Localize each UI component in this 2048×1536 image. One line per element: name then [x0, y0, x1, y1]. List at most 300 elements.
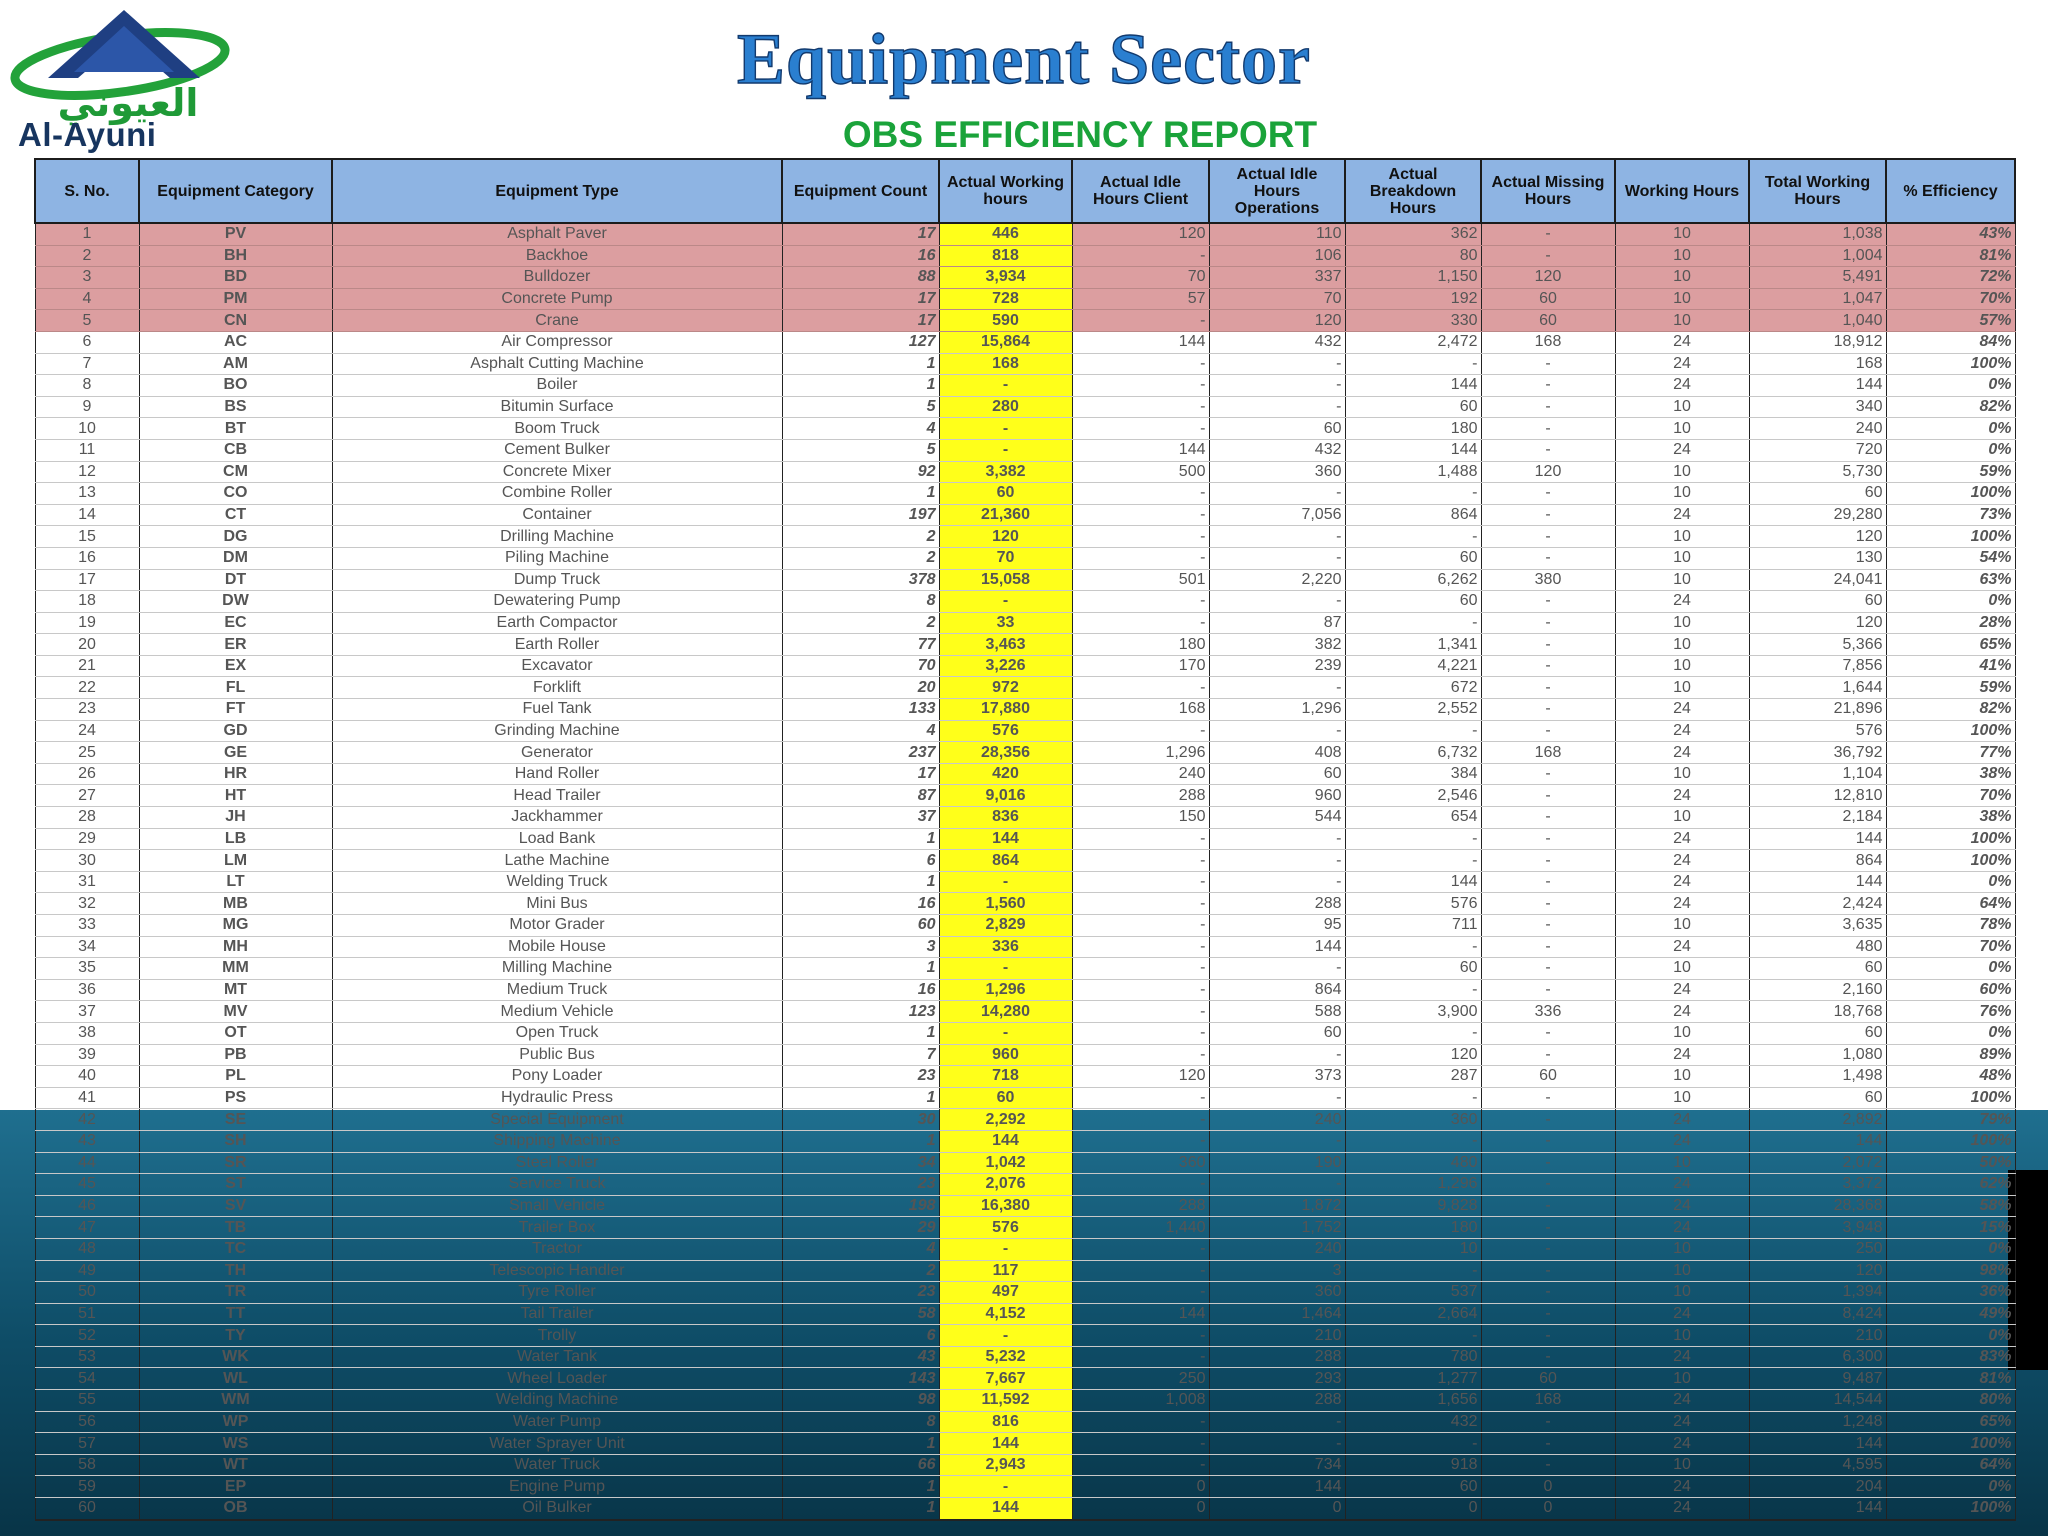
cell-equipment-count: 5	[782, 439, 939, 461]
table-row[interactable]	[35, 1217, 2015, 1239]
cell-equipment-type: Tractor	[332, 1238, 782, 1260]
cell-category-code: LB	[139, 828, 332, 850]
cell-working-hours: 24	[1615, 936, 1749, 958]
cell-breakdown-hours: 2,664	[1345, 1303, 1481, 1325]
cell-idle-hours-operations: 210	[1209, 1325, 1345, 1347]
table-row[interactable]	[35, 1087, 2015, 1109]
cell-actual-working-hours: -	[939, 375, 1072, 397]
table-row[interactable]	[35, 569, 2015, 591]
cell-efficiency: 100%	[1886, 526, 2015, 548]
cell-total-working-hours: 60	[1749, 1022, 1886, 1044]
cell-idle-hours-operations: 7,056	[1209, 504, 1345, 526]
cell-working-hours: 10	[1615, 612, 1749, 634]
cell-idle-hours-operations: -	[1209, 547, 1345, 569]
cell-s-no: 60	[35, 1498, 139, 1520]
cell-missing-hours: -	[1481, 958, 1615, 980]
cell-s-no: 55	[35, 1390, 139, 1412]
cell-total-working-hours: 7,856	[1749, 655, 1886, 677]
cell-breakdown-hours: 537	[1345, 1282, 1481, 1304]
table-row[interactable]	[35, 1130, 2015, 1152]
table-row[interactable]	[35, 1368, 2015, 1390]
cell-working-hours: 10	[1615, 655, 1749, 677]
table-row[interactable]	[35, 1109, 2015, 1131]
cell-efficiency: 63%	[1886, 569, 2015, 591]
cell-category-code: WL	[139, 1368, 332, 1390]
cell-breakdown-hours: -	[1345, 1433, 1481, 1455]
cell-efficiency: 98%	[1886, 1260, 2015, 1282]
table-row[interactable]	[35, 915, 2015, 937]
cell-s-no: 53	[35, 1346, 139, 1368]
cell-idle-hours-client: -	[1072, 915, 1209, 937]
cell-idle-hours-client: 180	[1072, 634, 1209, 656]
table-row[interactable]	[35, 655, 2015, 677]
cell-idle-hours-client: -	[1072, 1087, 1209, 1109]
cell-breakdown-hours: -	[1345, 526, 1481, 548]
cell-working-hours: 24	[1615, 871, 1749, 893]
cell-efficiency: 100%	[1886, 850, 2015, 872]
cell-total-working-hours: 60	[1749, 591, 1886, 613]
cell-s-no: 1	[35, 223, 139, 245]
table-row[interactable]	[35, 1325, 2015, 1347]
cell-total-working-hours: 2,184	[1749, 807, 1886, 829]
table-row[interactable]	[35, 893, 2015, 915]
table-row[interactable]	[35, 979, 2015, 1001]
header-equipment-category[interactable]: Equipment Category	[139, 159, 332, 223]
cell-s-no: 25	[35, 742, 139, 764]
cell-total-working-hours: 1,047	[1749, 288, 1886, 310]
table-row[interactable]	[35, 699, 2015, 721]
cell-equipment-count: 1	[782, 828, 939, 850]
cell-category-code: EC	[139, 612, 332, 634]
cell-working-hours: 10	[1615, 267, 1749, 289]
cell-actual-working-hours: 15,058	[939, 569, 1072, 591]
cell-idle-hours-client: -	[1072, 418, 1209, 440]
table-row[interactable]	[35, 504, 2015, 526]
table-row[interactable]	[35, 1195, 2015, 1217]
table-row[interactable]	[35, 591, 2015, 613]
table-row[interactable]	[35, 461, 2015, 483]
cell-category-code: MH	[139, 936, 332, 958]
table-row[interactable]	[35, 1498, 2015, 1520]
cell-category-code: JH	[139, 807, 332, 829]
cell-working-hours: 10	[1615, 1022, 1749, 1044]
cell-equipment-type: Combine Roller	[332, 483, 782, 505]
cell-equipment-count: 143	[782, 1368, 939, 1390]
cell-working-hours: 10	[1615, 569, 1749, 591]
cell-equipment-type: Bitumin Surface	[332, 396, 782, 418]
cell-category-code: BH	[139, 245, 332, 267]
table-row[interactable]	[35, 720, 2015, 742]
cell-total-working-hours: 168	[1749, 353, 1886, 375]
table-row[interactable]	[35, 1411, 2015, 1433]
cell-total-working-hours: 60	[1749, 1087, 1886, 1109]
cell-s-no: 12	[35, 461, 139, 483]
cell-idle-hours-client: -	[1072, 936, 1209, 958]
cell-s-no: 20	[35, 634, 139, 656]
cell-equipment-count: 237	[782, 742, 939, 764]
table-row[interactable]	[35, 1001, 2015, 1023]
cell-category-code: PV	[139, 223, 332, 245]
cell-actual-working-hours: 2,829	[939, 915, 1072, 937]
cell-missing-hours: 380	[1481, 569, 1615, 591]
cell-efficiency: 65%	[1886, 1411, 2015, 1433]
table-row[interactable]	[35, 1346, 2015, 1368]
cell-category-code: MG	[139, 915, 332, 937]
cell-actual-working-hours: 15,864	[939, 331, 1072, 353]
cell-total-working-hours: 28,368	[1749, 1195, 1886, 1217]
cell-actual-working-hours: 60	[939, 483, 1072, 505]
cell-category-code: BS	[139, 396, 332, 418]
cell-efficiency: 38%	[1886, 807, 2015, 829]
cell-equipment-count: 23	[782, 1282, 939, 1304]
cell-category-code: AC	[139, 331, 332, 353]
cell-equipment-type: Mini Bus	[332, 893, 782, 915]
table-row[interactable]	[35, 1152, 2015, 1174]
cell-idle-hours-operations: 106	[1209, 245, 1345, 267]
table-row[interactable]	[35, 310, 2015, 332]
cell-missing-hours: -	[1481, 763, 1615, 785]
cell-idle-hours-operations: -	[1209, 591, 1345, 613]
cell-equipment-type: Asphalt Paver	[332, 223, 782, 245]
cell-total-working-hours: 120	[1749, 1260, 1886, 1282]
cell-actual-working-hours: 576	[939, 1217, 1072, 1239]
cell-missing-hours: 168	[1481, 742, 1615, 764]
cell-total-working-hours: 9,487	[1749, 1368, 1886, 1390]
cell-s-no: 46	[35, 1195, 139, 1217]
header-equipment-count[interactable]: Equipment Count	[782, 159, 939, 223]
table-row[interactable]	[35, 1066, 2015, 1088]
cell-equipment-type: Air Compressor	[332, 331, 782, 353]
cell-s-no: 7	[35, 353, 139, 375]
cell-actual-working-hours: 144	[939, 1498, 1072, 1520]
table-row[interactable]	[35, 1433, 2015, 1455]
cell-missing-hours: -	[1481, 915, 1615, 937]
cell-idle-hours-client: 150	[1072, 807, 1209, 829]
cell-idle-hours-client: -	[1072, 677, 1209, 699]
cell-actual-working-hours: 3,226	[939, 655, 1072, 677]
cell-breakdown-hours: 180	[1345, 1217, 1481, 1239]
cell-efficiency: 73%	[1886, 504, 2015, 526]
cell-equipment-count: 1	[782, 1022, 939, 1044]
cell-category-code: WK	[139, 1346, 332, 1368]
cell-efficiency: 0%	[1886, 591, 2015, 613]
cell-missing-hours: -	[1481, 1346, 1615, 1368]
table-row[interactable]	[35, 807, 2015, 829]
cell-efficiency: 72%	[1886, 267, 2015, 289]
cell-category-code: LT	[139, 871, 332, 893]
cell-missing-hours: -	[1481, 353, 1615, 375]
cell-equipment-type: Mobile House	[332, 936, 782, 958]
cell-idle-hours-operations: 588	[1209, 1001, 1345, 1023]
cell-idle-hours-operations: 144	[1209, 936, 1345, 958]
table-row[interactable]	[35, 1044, 2015, 1066]
cell-total-working-hours: 21,896	[1749, 699, 1886, 721]
cell-equipment-type: Boiler	[332, 375, 782, 397]
cell-breakdown-hours: -	[1345, 850, 1481, 872]
header-equipment-type[interactable]: Equipment Type	[332, 159, 782, 223]
table-row[interactable]	[35, 288, 2015, 310]
table-row[interactable]	[35, 763, 2015, 785]
cell-idle-hours-operations: 544	[1209, 807, 1345, 829]
cell-category-code: TY	[139, 1325, 332, 1347]
cell-equipment-count: 127	[782, 331, 939, 353]
cell-total-working-hours: 5,366	[1749, 634, 1886, 656]
cell-actual-working-hours: 60	[939, 1087, 1072, 1109]
cell-working-hours: 10	[1615, 1066, 1749, 1088]
cell-category-code: SR	[139, 1152, 332, 1174]
cell-breakdown-hours: 362	[1345, 223, 1481, 245]
cell-actual-working-hours: 7,667	[939, 1368, 1072, 1390]
cell-actual-working-hours: 16,380	[939, 1195, 1072, 1217]
cell-actual-working-hours: 33	[939, 612, 1072, 634]
cell-missing-hours: -	[1481, 655, 1615, 677]
header-efficiency[interactable]: % Efficiency	[1886, 159, 2015, 223]
table-row[interactable]	[35, 353, 2015, 375]
cell-equipment-type: Public Bus	[332, 1044, 782, 1066]
cell-breakdown-hours: 144	[1345, 871, 1481, 893]
cell-equipment-type: Small Vehicle	[332, 1195, 782, 1217]
cell-idle-hours-client: 144	[1072, 1303, 1209, 1325]
cell-total-working-hours: 24,041	[1749, 569, 1886, 591]
header-missing-hours[interactable]: Actual Missing Hours	[1481, 159, 1615, 223]
cell-equipment-type: Water Pump	[332, 1411, 782, 1433]
cell-efficiency: 89%	[1886, 1044, 2015, 1066]
cell-idle-hours-client: -	[1072, 1022, 1209, 1044]
cell-total-working-hours: 2,892	[1749, 1109, 1886, 1131]
table-row[interactable]	[35, 331, 2015, 353]
cell-breakdown-hours: 2,472	[1345, 331, 1481, 353]
cell-idle-hours-client: -	[1072, 1238, 1209, 1260]
table-row[interactable]	[35, 396, 2015, 418]
cell-actual-working-hours: 117	[939, 1260, 1072, 1282]
cell-working-hours: 24	[1615, 331, 1749, 353]
cell-missing-hours: -	[1481, 936, 1615, 958]
cell-idle-hours-client: 170	[1072, 655, 1209, 677]
cell-missing-hours: 120	[1481, 267, 1615, 289]
cell-total-working-hours: 576	[1749, 720, 1886, 742]
header-idle-hours-client[interactable]: Actual Idle Hours Client	[1072, 159, 1209, 223]
cell-s-no: 3	[35, 267, 139, 289]
cell-efficiency: 100%	[1886, 1130, 2015, 1152]
cell-equipment-type: Shipping Machine	[332, 1130, 782, 1152]
cell-actual-working-hours: -	[939, 871, 1072, 893]
cell-breakdown-hours: 9,828	[1345, 1195, 1481, 1217]
table-row[interactable]	[35, 850, 2015, 872]
table-row[interactable]	[35, 1174, 2015, 1196]
cell-actual-working-hours: 576	[939, 720, 1072, 742]
cell-idle-hours-client: 57	[1072, 288, 1209, 310]
table-row[interactable]	[35, 742, 2015, 764]
table-row[interactable]	[35, 526, 2015, 548]
table-row[interactable]	[35, 785, 2015, 807]
cell-s-no: 4	[35, 288, 139, 310]
table-row[interactable]	[35, 1238, 2015, 1260]
cell-idle-hours-client: 0	[1072, 1498, 1209, 1520]
cell-s-no: 18	[35, 591, 139, 613]
cell-idle-hours-client: -	[1072, 353, 1209, 375]
cell-idle-hours-operations: -	[1209, 720, 1345, 742]
table-row[interactable]	[35, 1390, 2015, 1412]
cell-missing-hours: -	[1481, 1433, 1615, 1455]
cell-efficiency: 0%	[1886, 439, 2015, 461]
cell-s-no: 51	[35, 1303, 139, 1325]
cell-missing-hours: -	[1481, 1411, 1615, 1433]
table-row[interactable]	[35, 677, 2015, 699]
cell-equipment-type: Container	[332, 504, 782, 526]
cell-category-code: CN	[139, 310, 332, 332]
cell-equipment-type: Drilling Machine	[332, 526, 782, 548]
header-breakdown-hours[interactable]: Actual Breakdown Hours	[1345, 159, 1481, 223]
cell-efficiency: 58%	[1886, 1195, 2015, 1217]
cell-equipment-type: Backhoe	[332, 245, 782, 267]
cell-missing-hours: 168	[1481, 1390, 1615, 1412]
cell-category-code: CB	[139, 439, 332, 461]
table-row[interactable]	[35, 375, 2015, 397]
table-row[interactable]	[35, 439, 2015, 461]
cell-s-no: 31	[35, 871, 139, 893]
cell-idle-hours-client: -	[1072, 893, 1209, 915]
cell-missing-hours: -	[1481, 504, 1615, 526]
header-working-hours[interactable]: Working Hours	[1615, 159, 1749, 223]
cell-actual-working-hours: 70	[939, 547, 1072, 569]
cell-total-working-hours: 2,072	[1749, 1152, 1886, 1174]
cell-total-working-hours: 1,038	[1749, 223, 1886, 245]
cell-idle-hours-client: 240	[1072, 763, 1209, 785]
cell-missing-hours: 60	[1481, 288, 1615, 310]
table-row[interactable]	[35, 547, 2015, 569]
cell-actual-working-hours: 2,292	[939, 1109, 1072, 1131]
cell-idle-hours-operations: 60	[1209, 763, 1345, 785]
header-actual-working-hours[interactable]: Actual Working hours	[939, 159, 1072, 223]
header-total-working-hours[interactable]: Total Working Hours	[1749, 159, 1886, 223]
table-row[interactable]	[35, 1282, 2015, 1304]
cell-s-no: 9	[35, 396, 139, 418]
table-row[interactable]	[35, 634, 2015, 656]
cell-actual-working-hours: 420	[939, 763, 1072, 785]
cell-working-hours: 10	[1615, 245, 1749, 267]
cell-working-hours: 24	[1615, 1195, 1749, 1217]
cell-equipment-count: 23	[782, 1174, 939, 1196]
cell-actual-working-hours: 14,280	[939, 1001, 1072, 1023]
cell-missing-hours: -	[1481, 418, 1615, 440]
cell-idle-hours-client: -	[1072, 871, 1209, 893]
table-row[interactable]	[35, 483, 2015, 505]
cell-s-no: 33	[35, 915, 139, 937]
cell-s-no: 26	[35, 763, 139, 785]
cell-equipment-count: 1	[782, 1130, 939, 1152]
cell-efficiency: 0%	[1886, 958, 2015, 980]
cell-total-working-hours: 18,912	[1749, 331, 1886, 353]
cell-missing-hours: -	[1481, 1282, 1615, 1304]
cell-working-hours: 24	[1615, 1476, 1749, 1498]
cell-equipment-type: Welding Machine	[332, 1390, 782, 1412]
table-row[interactable]	[35, 1454, 2015, 1476]
cell-equipment-type: Jackhammer	[332, 807, 782, 829]
cell-s-no: 38	[35, 1022, 139, 1044]
cell-efficiency: 83%	[1886, 1346, 2015, 1368]
cell-category-code: FL	[139, 677, 332, 699]
cell-breakdown-hours: 10	[1345, 1238, 1481, 1260]
table-row[interactable]	[35, 871, 2015, 893]
table-row[interactable]	[35, 1476, 2015, 1498]
cell-breakdown-hours: 1,656	[1345, 1390, 1481, 1412]
cell-working-hours: 24	[1615, 591, 1749, 613]
cell-category-code: PL	[139, 1066, 332, 1088]
cell-missing-hours: -	[1481, 547, 1615, 569]
table-row[interactable]	[35, 223, 2015, 245]
cell-actual-working-hours: -	[939, 958, 1072, 980]
cell-breakdown-hours: 1,277	[1345, 1368, 1481, 1390]
cell-idle-hours-client: -	[1072, 1260, 1209, 1282]
cell-category-code: AM	[139, 353, 332, 375]
cell-actual-working-hours: -	[939, 439, 1072, 461]
cell-equipment-type: Excavator	[332, 655, 782, 677]
cell-idle-hours-operations: 432	[1209, 331, 1345, 353]
cell-s-no: 13	[35, 483, 139, 505]
cell-equipment-type: Lathe Machine	[332, 850, 782, 872]
cell-s-no: 11	[35, 439, 139, 461]
cell-breakdown-hours: -	[1345, 1022, 1481, 1044]
cell-idle-hours-client: 120	[1072, 1066, 1209, 1088]
cell-breakdown-hours: -	[1345, 1325, 1481, 1347]
cell-total-working-hours: 144	[1749, 375, 1886, 397]
cell-idle-hours-operations: 1,464	[1209, 1303, 1345, 1325]
cell-missing-hours: 0	[1481, 1476, 1615, 1498]
table-row[interactable]	[35, 245, 2015, 267]
cell-total-working-hours: 2,424	[1749, 893, 1886, 915]
cell-equipment-type: Forklift	[332, 677, 782, 699]
table-row[interactable]	[35, 828, 2015, 850]
table-row[interactable]	[35, 612, 2015, 634]
cell-total-working-hours: 1,394	[1749, 1282, 1886, 1304]
header-idle-hours-operations[interactable]: Actual Idle Hours Operations	[1209, 159, 1345, 223]
table-row[interactable]	[35, 936, 2015, 958]
table-row[interactable]	[35, 1022, 2015, 1044]
cell-breakdown-hours: -	[1345, 828, 1481, 850]
cell-s-no: 57	[35, 1433, 139, 1455]
table-row[interactable]	[35, 267, 2015, 289]
cell-missing-hours: -	[1481, 375, 1615, 397]
cell-s-no: 5	[35, 310, 139, 332]
table-row[interactable]	[35, 418, 2015, 440]
cell-s-no: 6	[35, 331, 139, 353]
header-s-no[interactable]: S. No.	[35, 159, 139, 223]
cell-idle-hours-operations: 373	[1209, 1066, 1345, 1088]
cell-working-hours: 24	[1615, 1217, 1749, 1239]
table-row[interactable]	[35, 1303, 2015, 1325]
cell-efficiency: 78%	[1886, 915, 2015, 937]
cell-idle-hours-client: -	[1072, 396, 1209, 418]
cell-equipment-count: 133	[782, 699, 939, 721]
cell-working-hours: 10	[1615, 915, 1749, 937]
cell-equipment-type: Tail Trailer	[332, 1303, 782, 1325]
cell-category-code: DM	[139, 547, 332, 569]
table-row[interactable]	[35, 1260, 2015, 1282]
cell-working-hours: 10	[1615, 288, 1749, 310]
cell-total-working-hours: 29,280	[1749, 504, 1886, 526]
cell-category-code: SH	[139, 1130, 332, 1152]
cell-equipment-count: 4	[782, 1238, 939, 1260]
cell-working-hours: 24	[1615, 439, 1749, 461]
cell-breakdown-hours: 60	[1345, 396, 1481, 418]
cell-breakdown-hours: -	[1345, 979, 1481, 1001]
cell-equipment-count: 2	[782, 547, 939, 569]
table-row[interactable]	[35, 958, 2015, 980]
cell-missing-hours: 60	[1481, 310, 1615, 332]
cell-efficiency: 100%	[1886, 353, 2015, 375]
cell-working-hours: 24	[1615, 893, 1749, 915]
cell-s-no: 15	[35, 526, 139, 548]
